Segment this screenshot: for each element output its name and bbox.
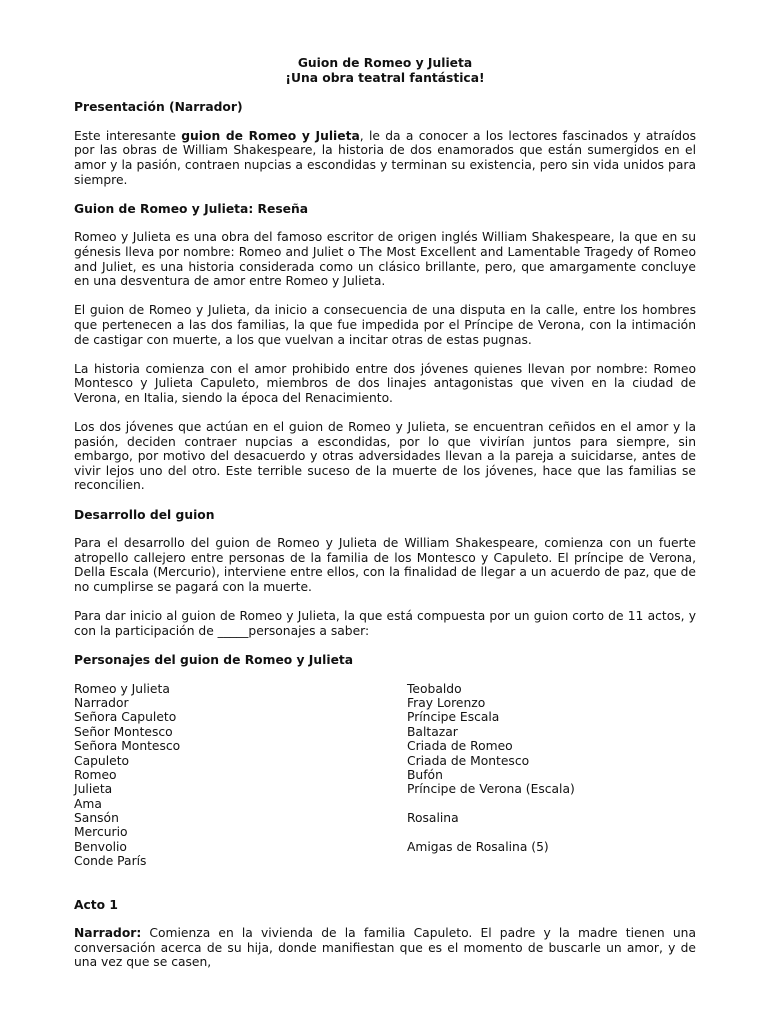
paragraph-acto-1 bbox=[74, 926, 696, 970]
paragraph-resena-2: El guion de Romeo y Julieta, da inicio a consecuencia de una disputa en la calle, entre los hombres que pertenecen a las dos familias, la que fue impedida por el Príncipe de Verona, con la intimación de castigar con muerte, a los que vuelvan a incitar otras de estas pugnas. bbox=[74, 303, 696, 347]
character-item: Amigas de Rosalina (5) bbox=[407, 839, 549, 854]
character-item: Baltazar bbox=[407, 724, 458, 739]
paragraph-presentacion bbox=[74, 129, 696, 187]
character-item: Romeo y Julieta bbox=[74, 681, 170, 696]
character-item: Conde París bbox=[74, 854, 147, 869]
title-line-1: Guion de Romeo y Julieta bbox=[297, 56, 473, 70]
character-item: Capuleto bbox=[74, 753, 130, 768]
section-heading-personajes: Personajes del guion de Romeo y Julieta bbox=[74, 652, 354, 667]
character-item: Señora Capuleto bbox=[74, 710, 177, 725]
character-item: Sansón bbox=[74, 811, 119, 826]
title-line-2: ¡Una obra teatral fantástica! bbox=[285, 70, 485, 85]
bold-phrase: guion de Romeo y Julieta bbox=[181, 128, 360, 143]
character-item bbox=[407, 825, 696, 839]
paragraph-resena-3: La historia comienza con el amor prohibido entre dos jóvenes quienes llevan por nombre: Romeo Montesco y Julieta Capuleto, miembros de dos linajes antagonistas que viven en la ciudad de Verona, en Italia, siendo la época del Renacimiento. bbox=[74, 361, 696, 405]
character-item: Príncipe de Verona (Escala) bbox=[407, 782, 575, 797]
character-item bbox=[407, 797, 696, 811]
character-item: Señor Montesco bbox=[74, 724, 173, 739]
paragraph-desarrollo-2: Para dar inicio al guion de Romeo y Julieta, la que está compuesta por un guion corto de 11 actos, y con la participación de _____personajes a saber: bbox=[74, 609, 696, 638]
document-page bbox=[74, 56, 696, 970]
paragraph-text: Comienza en la vivienda de la familia Capuleto. El padre y la madre tienen una conversación acerca de su hija, donde manifiestan que es el momento de buscarle un amor, y de una vez que se casen, bbox=[74, 926, 696, 970]
character-item: Romeo bbox=[74, 767, 117, 782]
character-item: Rosalina bbox=[407, 811, 459, 826]
character-item: Mercurio bbox=[74, 825, 128, 840]
character-item: Benvolio bbox=[74, 839, 127, 854]
paragraph-desarrollo-1: Para el desarrollo del guion de Romeo y Julieta de William Shakespeare, comienza con un fuerte atropello callejero entre personas de la familia de los Montesco y Capuleto. El príncipe de Verona, Della Escala (Mercurio), interviene entre ellos, con la finalidad de llegar a un acuerdo de paz, que de no cumplirse se pagará con la muerte. bbox=[74, 536, 696, 594]
speaker-label: Narrador: bbox=[74, 926, 142, 941]
character-item: Bufón bbox=[407, 767, 443, 782]
character-item: Fray Lorenzo bbox=[407, 695, 486, 710]
character-item: Teobaldo bbox=[407, 681, 462, 696]
character-column-left bbox=[74, 682, 407, 869]
character-item: Julieta bbox=[74, 782, 113, 797]
paragraph-resena-4: Los dos jóvenes que actúan en el guion de Romeo y Julieta, se encuentran ceñidos en el amor y la pasión, deciden contraer nupcias a escondidas, por lo que vivirían juntos para siempre, sin embargo, por motivo del desacuerdo y otras adversidades llevan a la pareja a suicidarse, antes de vivir lejos uno del otro. Este terrible suceso de la muerte de los jóvenes, hace que las familias se reconcilien. bbox=[74, 420, 696, 493]
character-item: Criada de Montesco bbox=[407, 753, 530, 768]
character-item: Narrador bbox=[74, 695, 129, 710]
document-title bbox=[74, 56, 696, 85]
character-item: Criada de Romeo bbox=[407, 739, 513, 754]
character-item: Ama bbox=[74, 796, 102, 811]
section-heading-acto-1: Acto 1 bbox=[74, 897, 118, 912]
section-heading-desarrollo: Desarrollo del guion bbox=[74, 507, 215, 522]
section-heading-presentacion: Presentación (Narrador) bbox=[74, 100, 243, 115]
character-item bbox=[407, 854, 696, 868]
paragraph-text: , le da a conocer a los lectores fascinados y atraídos por las obras de William Shakespeare, la historia de dos enamorados que están sumergidos en el amor y la pasión, contraen nupcias a escondidas y terminan su existencia, pero sin vida unidos para siempre. bbox=[74, 128, 696, 187]
character-item: Príncipe Escala bbox=[407, 710, 500, 725]
character-list bbox=[74, 682, 696, 869]
character-column-right bbox=[407, 682, 696, 869]
paragraph-resena-1: Romeo y Julieta es una obra del famoso escritor de origen inglés William Shakespeare, la que en su génesis lleva por nombre: Romeo and Juliet o The Most Excellent and Lamentable Tragedy of Romeo and Juliet, es una historia considerada como un clásico brillante, pero, que amargamente concluye en una desventura de amor entre Romeo y Julieta. bbox=[74, 230, 696, 289]
section-heading-resena: Guion de Romeo y Julieta: Reseña bbox=[74, 201, 309, 216]
character-item: Señora Montesco bbox=[74, 739, 181, 754]
paragraph-text: Este interesante bbox=[74, 128, 182, 143]
